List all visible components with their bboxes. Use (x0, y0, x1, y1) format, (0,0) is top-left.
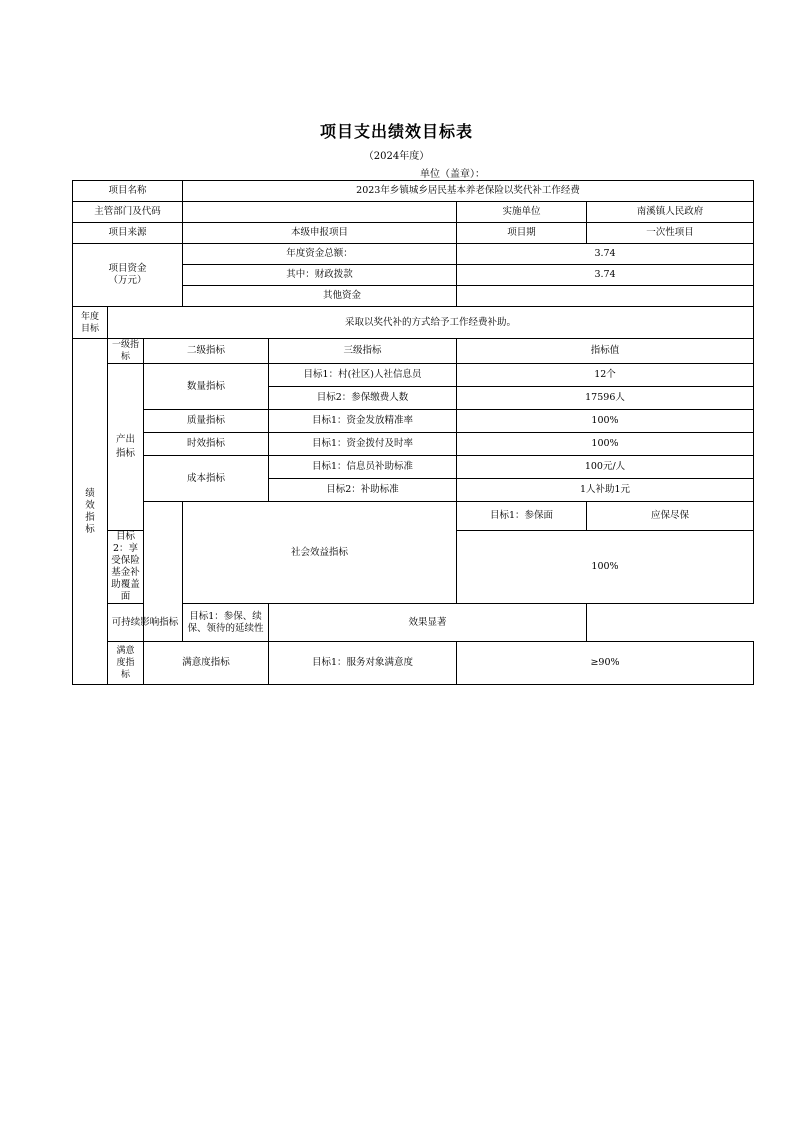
time-indicator-label: 时效指标 (144, 433, 269, 456)
funds-unit: （万元） (108, 275, 147, 286)
satisfaction-target-1: 目标1：服务对象满意度 (269, 642, 457, 685)
row-source (73, 223, 754, 244)
quantity-target-2-value: 17596人 (457, 387, 754, 410)
year-subtitle: （2024年度） (363, 151, 430, 162)
funds-other-label: 其他资金 (183, 286, 457, 307)
quality-target-1-value: 100% (457, 410, 754, 433)
row-funds-total (73, 244, 754, 265)
satisfaction-indicator-label: 满意度指标 (144, 642, 269, 685)
social-target-1: 目标1：参保面 (457, 502, 587, 531)
header-level2: 二级指标 (144, 339, 269, 364)
section-char: 效 (85, 499, 95, 511)
quality-indicator-label: 质量指标 (144, 410, 269, 433)
impl-unit-label: 实施单位 (457, 202, 587, 223)
funds-fiscal-label: 其中：财政拨款 (183, 265, 457, 286)
row-satisfaction-1 (73, 642, 754, 685)
section-char: 标 (85, 523, 95, 535)
satisfaction-level1-line: 满意 (116, 646, 135, 656)
cost-target-1: 目标1：信息员补助标准 (269, 456, 457, 479)
performance-goal-table (72, 180, 754, 685)
source-label: 项目来源 (73, 223, 183, 244)
row-annual-goal (73, 307, 754, 339)
quantity-target-2: 目标2：参保缴费人数 (269, 387, 457, 410)
satisfaction-level1-label (108, 642, 144, 685)
sustain-target-1-value: 效果显著 (269, 604, 587, 642)
department-label: 主管部门及代码 (73, 202, 183, 223)
performance-indicator-section (73, 339, 108, 685)
quantity-indicator-label: 数量指标 (144, 364, 269, 410)
social-target-1-value: 应保尽保 (587, 502, 754, 531)
project-name-value: 2023年乡镇城乡居民基本养老保险以奖代补工作经费 (183, 181, 754, 202)
satisfaction-target-1-value: ≥90% (457, 642, 754, 685)
row-indicator-header (73, 339, 754, 364)
header-level1: 一级指标 (108, 339, 144, 364)
section-char: 指 (85, 511, 95, 523)
cost-indicator-label: 成本指标 (144, 456, 269, 502)
funds-label: 项目资金 (108, 263, 147, 274)
header-level3: 三级指标 (269, 339, 457, 364)
funds-label-cell (73, 244, 183, 307)
period-label: 项目期 (457, 223, 587, 244)
time-target-1: 目标1：资金拨付及时率 (269, 433, 457, 456)
funds-other-value (457, 286, 754, 307)
annual-goal-label-line2: 目标 (80, 323, 99, 334)
cost-target-2: 目标2：补助标准 (269, 479, 457, 502)
row-cost-1 (73, 456, 754, 479)
funds-total-label: 年度资金总额： (183, 244, 457, 265)
source-value: 本级申报项目 (183, 223, 457, 244)
time-target-1-value: 100% (457, 433, 754, 456)
page-title: 项目支出绩效目标表 (319, 122, 473, 141)
sustain-target-1: 目标1：参保、续保、领待的延续性 (183, 604, 269, 642)
row-sustain-1 (73, 604, 754, 642)
satisfaction-level1-line: 标 (120, 670, 130, 680)
quality-target-1: 目标1：资金发放精准率 (269, 410, 457, 433)
quantity-target-1: 目标1：村(社区)人社信息员 (269, 364, 457, 387)
annual-goal-label (73, 307, 108, 339)
output-indicator-label: 产出指标 (108, 364, 144, 531)
row-social-1 (73, 502, 754, 531)
unit-stamp-label: 单位（盖章）： (420, 169, 485, 180)
header-value: 指标值 (457, 339, 754, 364)
row-department (73, 202, 754, 223)
annual-goal-label-line1: 年度 (80, 311, 99, 322)
row-quantity-1 (73, 364, 754, 387)
sustain-indicator-label: 可持续影响指标 (108, 604, 183, 642)
project-name-label: 项目名称 (73, 181, 183, 202)
funds-total-value: 3.74 (457, 244, 754, 265)
impl-unit-value: 南溪镇人民政府 (587, 202, 754, 223)
row-quality-1 (73, 410, 754, 433)
row-time-1 (73, 433, 754, 456)
social-target-2: 目标2：享受保险基金补助覆盖面 (108, 531, 144, 604)
funds-fiscal-value: 3.74 (457, 265, 754, 286)
cost-target-1-value: 100元/人 (457, 456, 754, 479)
period-value: 一次性项目 (587, 223, 754, 244)
department-value (183, 202, 457, 223)
row-project-name (73, 181, 754, 202)
cost-target-2-value: 1人补助1元 (457, 479, 754, 502)
quantity-target-1-value: 12个 (457, 364, 754, 387)
social-indicator-label: 社会效益指标 (183, 502, 457, 604)
annual-goal-text: 采取以奖代补的方式给予工作经费补助。 (108, 307, 754, 339)
section-char: 绩 (85, 487, 95, 499)
social-target-2-value: 100% (457, 531, 754, 604)
satisfaction-level1-line: 度指 (116, 658, 135, 668)
